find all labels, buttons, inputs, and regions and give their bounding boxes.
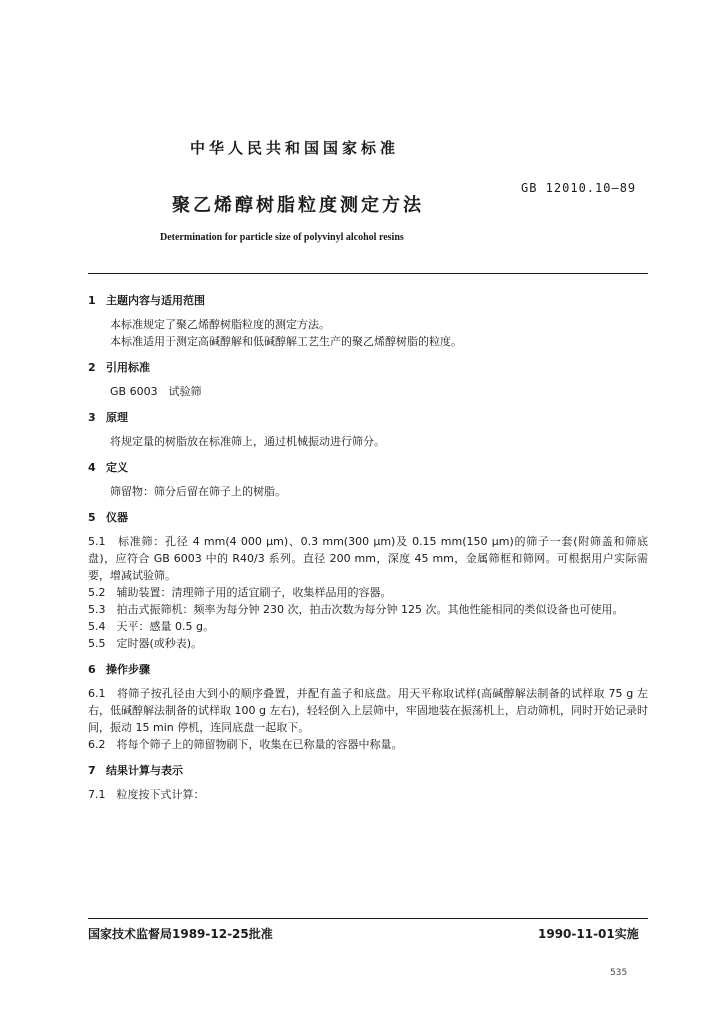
section-heading: 2 引用标准 — [88, 361, 150, 374]
header-divider — [88, 273, 648, 274]
implementation-date: 1990-11-01实施 — [538, 927, 639, 941]
section-heading: 4 定义 — [88, 461, 128, 474]
english-title: Determination for particle size of polyvinyl alcohol resins — [160, 232, 404, 243]
document-body — [88, 292, 648, 803]
clause: 5.5 定时器(或秒表)。 — [88, 637, 203, 650]
section-heading: 7 结果计算与表示 — [88, 764, 183, 777]
paragraph: 本标准适用于测定高碱醇解和低碱醇解工艺生产的聚乙烯醇树脂的粒度。 — [110, 335, 462, 348]
standard-number: GB 12010.10—89 — [521, 181, 637, 195]
footer-divider — [88, 918, 648, 919]
paragraph: 筛留物：筛分后留在筛子上的树脂。 — [110, 485, 286, 498]
clause: 5.2 辅助装置：清理筛子用的适宜刷子，收集样品用的容器。 — [88, 586, 392, 599]
clause: 5.3 拍击式振筛机：频率为每分钟 230 次，拍击次数为每分钟 125 次。其他性能相同的类似设备也可使用。 — [88, 603, 624, 616]
clause: 5.4 天平：感量 0.5 g。 — [88, 620, 214, 633]
clause: 7.1 粒度按下式计算： — [88, 788, 205, 801]
paragraph: 将规定量的树脂放在标准筛上，通过机械振动进行筛分。 — [110, 435, 385, 448]
section-heading: 1 主题内容与适用范围 — [88, 294, 205, 307]
paragraph: GB 6003 试验筛 — [110, 385, 202, 398]
document-title: 聚乙烯醇树脂粒度测定方法 — [172, 195, 424, 216]
national-standard-heading: 中华人民共和国国家标准 — [190, 139, 400, 157]
section-heading: 6 操作步骤 — [88, 663, 150, 676]
clause: 6.2 将每个筛子上的筛留物刷下，收集在已称量的容器中称量。 — [88, 738, 403, 751]
paragraph: 本标准规定了聚乙烯醇树脂粒度的测定方法。 — [110, 318, 330, 331]
clause: 6.1 将筛子按孔径由大到小的顺序叠置，并配有盖子和底盘。用天平称取试样(高碱醇解法制备的试样取 75 g 左右，低碱醇解法制备的试样取 100 g 左右)，轻轻倒入上层筛中，牢固地装在振荡机上，启动筛机，同时开始记录时间，振动 15 min 停机，连同底盘一起取下。 — [88, 687, 648, 734]
section-heading: 3 原理 — [88, 411, 128, 424]
section-heading: 5 仪器 — [88, 511, 128, 524]
approval-date: 国家技术监督局1989-12-25批准 — [88, 927, 273, 941]
clause: 5.1 标准筛：孔径 4 mm(4 000 μm)、0.3 mm(300 μm)及 0.15 mm(150 μm)的筛子一套(附筛盖和筛底盘)，应符合 GB 6003 中的 R40/3 系列。直径 200 mm，深度 45 mm，金属筛框和筛网。可根据用户实际需要，增减试验筛。 — [88, 535, 648, 582]
page-number: 535 — [610, 968, 628, 978]
